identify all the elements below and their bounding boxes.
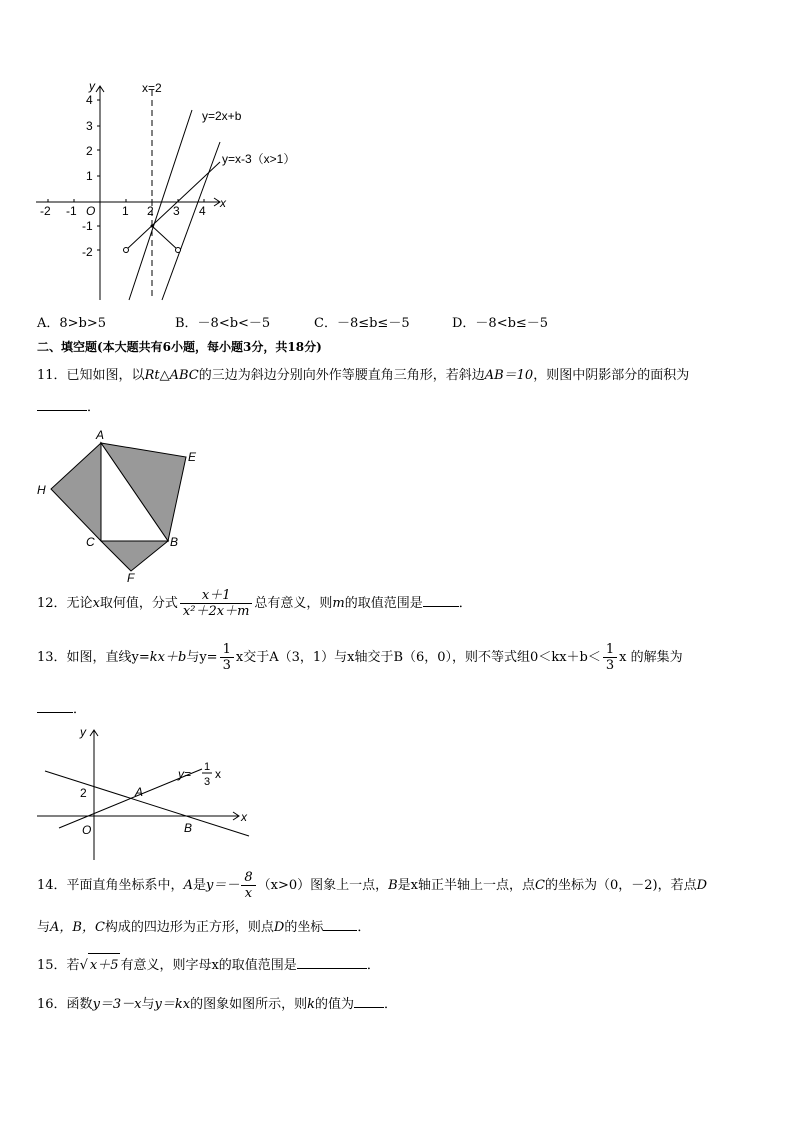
label-b: B — [170, 535, 179, 549]
question-number: 13． — [37, 650, 67, 665]
q16-function-2: y＝kx — [154, 997, 191, 1012]
y-axis-label: y — [80, 725, 86, 739]
question-14-line2: 与A，B，C构成的四边形为正方形，则点D的坐标 ． — [37, 920, 371, 935]
question-number: 16． — [37, 997, 67, 1012]
line-label: y= — [178, 767, 192, 781]
q16-k: k — [307, 997, 315, 1012]
question-16: 16．函数y＝3－x与y＝kx的图象如图所示，则k的值为 ． — [37, 997, 398, 1012]
x-tick: 2 — [147, 204, 154, 218]
q13-kxb: kx＋b — [149, 650, 187, 665]
q13-answer-line: ． — [37, 698, 86, 717]
q14-text: （x>0）图象上一点， — [257, 878, 389, 893]
question-number: 14． — [37, 878, 67, 893]
q11-triangle: Rt△ABC — [144, 368, 199, 383]
q13-text: 如图，直线y= — [66, 650, 150, 665]
y-axis-label: y — [89, 79, 95, 93]
question-number: 11． — [37, 368, 67, 383]
q13-text: x交于A（3，1）与x轴交于B（6，0），则不等式组0＜kx＋b＜ — [235, 650, 601, 665]
q14-text: 是x轴正半轴上一点，点 — [397, 878, 536, 893]
option-b: B．－8<b<－5 — [175, 316, 271, 331]
q12-var: x — [92, 596, 100, 611]
point-a-label: A — [135, 785, 144, 799]
segment-to-circle — [152, 226, 178, 250]
q12-text: 总有意义，则 — [254, 596, 333, 611]
q11-text: 的三边为斜边分别向外作等腰直角三角形，若斜边 — [198, 368, 485, 383]
q14-point-c: C — [535, 878, 545, 893]
q14-point-d: D — [273, 920, 285, 935]
label-c: C — [86, 535, 95, 549]
label-h: H — [37, 483, 46, 497]
label-a: A — [96, 428, 105, 442]
q14-point-b: B — [388, 878, 398, 893]
line-y-2x-plus-b-parallel — [162, 142, 220, 300]
shaded-triangle-ahc — [51, 443, 101, 541]
q11-answer-line: ． — [37, 396, 100, 415]
label-f: F — [127, 571, 135, 585]
q12-text: 取何值，分式 — [99, 596, 178, 611]
q12-text: 无论 — [66, 596, 93, 611]
open-circle-left — [124, 248, 129, 253]
y-intercept-label: 2 — [80, 786, 87, 800]
question-14 — [37, 870, 707, 901]
option-d: D．－8<b≤－5 — [452, 316, 549, 331]
origin-label: O — [86, 204, 96, 218]
origin-label: O — [82, 823, 92, 837]
q12-fraction: $\frac{x+1}{\text{x²＋2x＋m}}$ — [180, 588, 252, 619]
q14-text: 与 — [37, 920, 51, 935]
x-tick: 1 — [122, 204, 129, 218]
y-tick: 1 — [86, 169, 93, 183]
x-tick: -1 — [66, 204, 77, 218]
q11-equation: AB＝10 — [484, 368, 534, 383]
q13-text: 与y= — [186, 650, 218, 665]
q12-m: m — [332, 596, 345, 611]
y-tick: -1 — [82, 219, 93, 233]
q14-text: 是 — [192, 878, 206, 893]
q16-function-1: y＝3－x — [92, 997, 142, 1012]
question-11 — [37, 364, 689, 383]
q14-fraction: $\frac{8}{x}$ — [241, 870, 255, 901]
question-15: 15．若√ x＋5 有意义，则字母x的取值范围是 ． — [37, 953, 380, 973]
q12-text: 的取值范围是 — [344, 596, 423, 611]
y-tick: 2 — [86, 144, 93, 158]
x-tick: -2 — [40, 204, 51, 218]
q14-point-a: A — [183, 878, 193, 893]
open-circle-right — [176, 248, 181, 253]
q14-text: 的坐标为（0，－2)，若点 — [544, 878, 697, 893]
intersection-point — [151, 225, 154, 228]
intersecting-lines-figure — [34, 722, 260, 864]
q14-text: 平面直角坐标系中， — [66, 878, 184, 893]
x-tick: 4 — [199, 204, 206, 218]
point-b-label: B — [184, 821, 193, 835]
question-13 — [37, 642, 683, 673]
x-tick: 3 — [173, 204, 180, 218]
q13-fraction-2: $\frac{1}{3}$ — [603, 642, 617, 673]
q11-text: 已知如图，以 — [66, 368, 145, 383]
shaded-triangle-cfb — [101, 541, 168, 571]
q11-text: ，则图中阴影部分的面积为 — [533, 368, 690, 383]
line2-label: y=x-3（x>1） — [222, 152, 296, 166]
vline-label: x=2 — [142, 81, 162, 95]
option-c: C．－8≤b≤－5 — [314, 316, 410, 331]
q14-text: 构成的四边形为正方形，则点 — [104, 920, 274, 935]
line-y-2x-plus-b — [129, 110, 192, 300]
q13-text: x 的解集为 — [619, 650, 683, 665]
q14-points: A，B，C — [50, 920, 105, 935]
q14-point-d: D — [696, 878, 708, 893]
q14-function: y＝－ — [205, 878, 240, 893]
y-tick: -2 — [82, 245, 93, 259]
linear-functions-graph — [30, 78, 330, 303]
question-number: 12． — [37, 596, 67, 611]
line-label-numerator: 1 — [204, 761, 211, 773]
q15-text: 有意义，则字母x的取值范围是 — [120, 958, 297, 973]
option-a: A．8>b>5 — [37, 316, 107, 331]
q16-text: 与 — [141, 997, 155, 1012]
sqrt-symbol: √ — [79, 958, 88, 973]
question-12: 12．无论x取何值，分式 $\frac{x+1}{\text{x²＋2x＋m}}$ 总有意义，则m的取值范围是 ． — [37, 588, 472, 619]
q13-fraction: $\frac{1}{3}$ — [220, 642, 234, 673]
y-tick: 4 — [86, 93, 93, 107]
q15-radicand: x＋5 — [88, 953, 121, 973]
q16-text: 函数 — [66, 997, 93, 1012]
q16-text: 的图象如图所示，则 — [190, 997, 308, 1012]
q14-text: 的坐标 — [284, 920, 324, 935]
section-title: 二、填空题(本大题共有6小题，每小题3分，共18分) — [37, 340, 322, 354]
isosceles-triangles-figure — [30, 425, 210, 585]
x-axis-label: x — [220, 196, 226, 210]
label-e: E — [188, 450, 197, 464]
q16-text: 的值为 — [315, 997, 355, 1012]
x-axis-label: x — [241, 810, 247, 824]
question-number: 15． — [37, 958, 67, 973]
line1-label: y=2x+b — [202, 109, 242, 123]
y-tick: 3 — [86, 119, 93, 133]
line-label-denominator: 3 — [204, 776, 211, 788]
q15-text: 若 — [66, 958, 80, 973]
line-label-x: x — [215, 767, 221, 781]
